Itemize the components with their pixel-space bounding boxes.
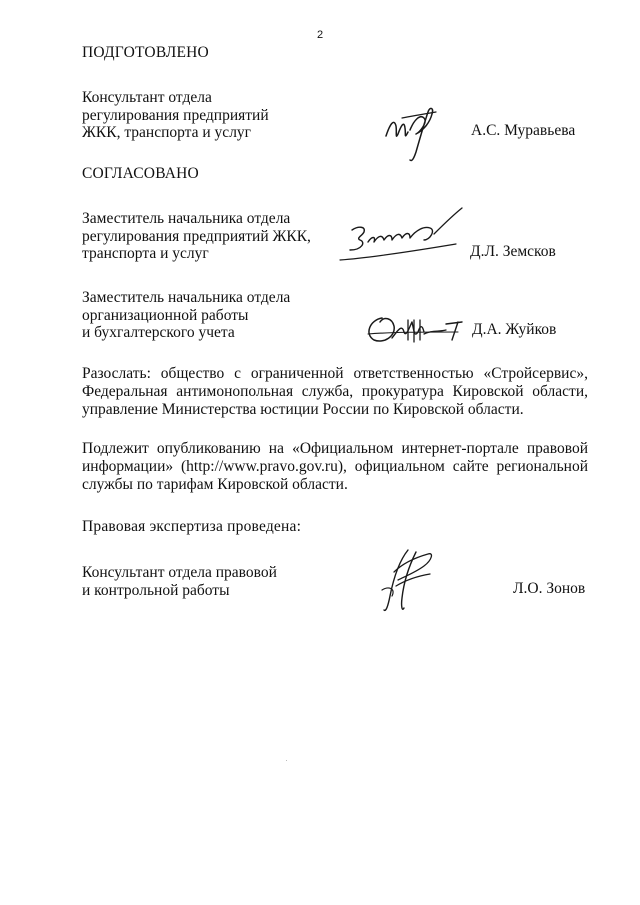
position-line: Заместитель начальника отдела [82, 289, 291, 306]
legal-review-heading: Правовая экспертиза проведена: [82, 518, 302, 535]
distribution-paragraph [82, 365, 588, 419]
publication-line: информации» (http://www.pravo.gov.ru), официальном сайте региональной [82, 458, 588, 475]
position-line: ЖКК, транспорта и услуг [82, 124, 252, 141]
position-line: регулирования предприятий ЖКК, [82, 227, 311, 245]
position-line: Консультант отдела правовой [82, 564, 277, 581]
publication-line: службы по тарифам Кировской области. [82, 476, 348, 493]
publication-line: Подлежит опубликованию на «Официальном интернет-портале правовой [82, 440, 588, 457]
position-line: транспорта и услуг [82, 245, 209, 262]
position-line: Заместитель начальника отдела [82, 210, 291, 227]
distribution-line: Разослать: общество с ограниченной ответственностью «Стройсервис», [82, 365, 588, 382]
position-line: и бухгалтерского учета [82, 324, 235, 341]
distribution-line: управление Министерства юстиции России по Кировской области. [82, 401, 524, 418]
position-line: организационной работы [82, 306, 249, 324]
signature-zonov [372, 546, 442, 616]
position-line: и контрольной работы [82, 581, 230, 599]
position-line: Консультант отдела [82, 89, 212, 106]
prepared-signer-position [82, 89, 269, 142]
distribution-line: Федеральная антимонопольная служба, прокуратура Кировской области, [82, 383, 588, 400]
scan-speck [286, 760, 287, 761]
page-number: 2 [316, 29, 324, 41]
position-line: регулирования предприятий [82, 106, 269, 124]
agreed-signer-position [82, 289, 290, 342]
publication-paragraph [82, 440, 588, 494]
legal-review-signer-name: Л.О. Зонов [513, 580, 586, 597]
signature-zhuykov [362, 310, 467, 350]
legal-review-signer-position [82, 564, 277, 599]
agreed-signer-position [82, 210, 311, 263]
signature-muravyeva [380, 104, 450, 166]
agreed-signer-name-zhuykov: Д.А. Жуйков [472, 321, 557, 338]
agreed-heading: СОГЛАСОВАНО [82, 165, 199, 182]
agreed-signer-name-zemskov: Д.Л. Земсков [470, 243, 556, 260]
prepared-heading: ПОДГОТОВЛЕНО [82, 44, 209, 61]
prepared-signer-name: А.С. Муравьева [471, 122, 576, 139]
signature-zemskov [338, 204, 473, 266]
